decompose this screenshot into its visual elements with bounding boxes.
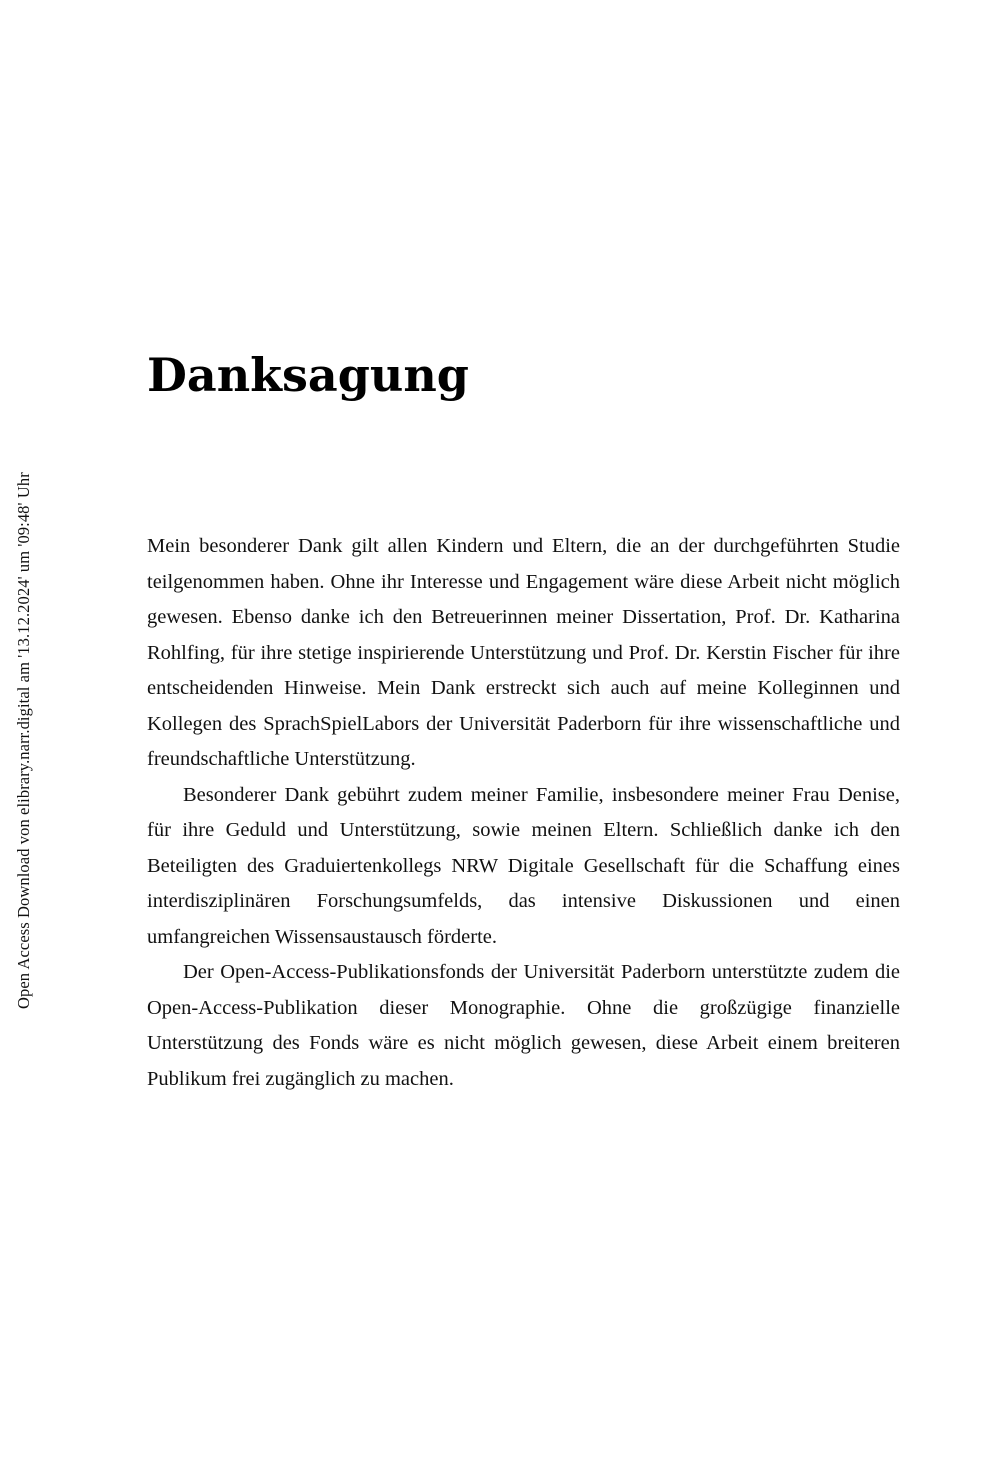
paragraph-2: Besonderer Dank gebührt zudem meiner Familie, insbesondere meiner Frau Denise, für ihre Geduld und Unterstützung, sowie meinen Eltern. Schließlich danke ich den Beteiligten des Graduiertenkollegs NRW Digitale Gesellschaft für die Schaffung eines interdisziplinären Forschungsumfelds, das intensive Diskussionen und einen umfangreichen Wissensaustausch förderte.: [147, 783, 900, 948]
download-watermark: Open Access Download von elibrary.narr.digital am '13.12.2024' um '09:48' Uhr: [14, 472, 33, 1009]
paragraph-3: Der Open-Access-Publikationsfonds der Universität Paderborn unterstützte zudem die Open-Access-Publikation dieser Monographie. Ohne die großzügige finanzielle Unterstützung des Fonds wäre es nicht möglich gewesen, diese Arbeit einem breiteren Publikum frei zugänglich zu machen.: [147, 961, 900, 1090]
page-title: Danksagung: [147, 348, 469, 402]
paragraph-1: Mein besonderer Dank gilt allen Kindern und Eltern, die an der durchgeführten Studie teilgenommen haben. Ohne ihr Interesse und Engagement wäre diese Arbeit nicht möglich gewesen. Ebenso danke ich den Betreuerinnen meiner Dissertation, Prof. Dr. Katharina Rohlfing, für ihre stetige inspirierende Unterstützung und Prof. Dr. Kerstin Fischer für ihre entscheidenden Hinweise. Mein Dank erstreckt sich auch auf meine Kolleginnen und Kollegen des SprachSpielLabors der Universität Paderborn für ihre wissenschaftliche und freundschaftliche Unterstützung.: [147, 535, 900, 770]
body-text: [147, 529, 900, 1097]
